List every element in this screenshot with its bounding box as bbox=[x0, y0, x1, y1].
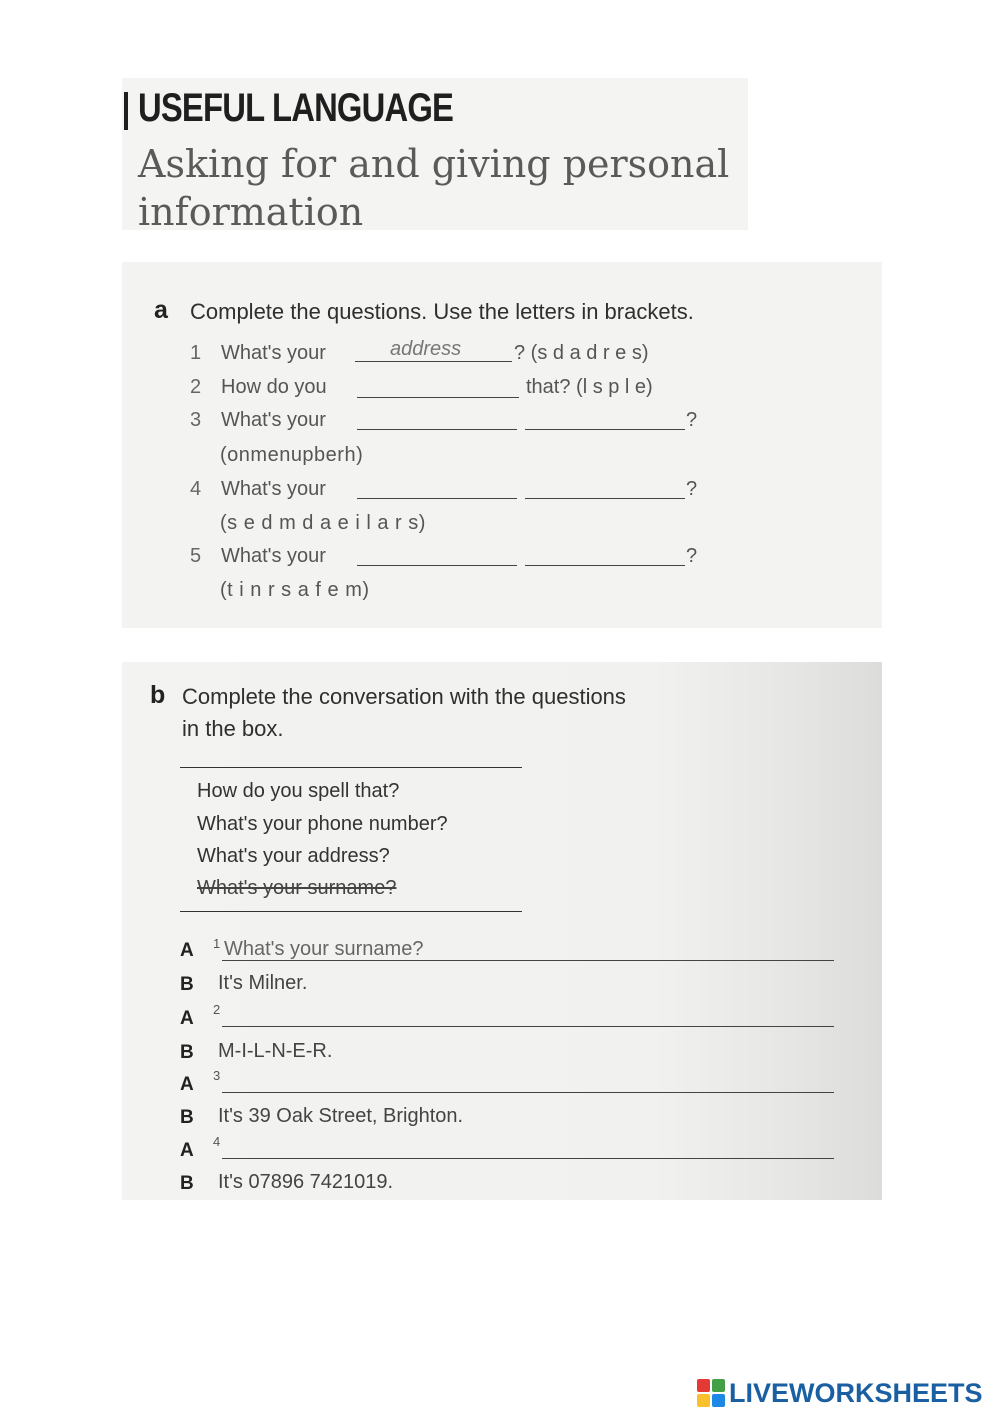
speaker-label: A bbox=[180, 1008, 194, 1029]
box-bottom-rule bbox=[180, 911, 522, 912]
question-end-mark: ? bbox=[686, 478, 698, 500]
speaker-label: A bbox=[180, 1140, 194, 1161]
speaker-label: A bbox=[180, 940, 194, 961]
question-prefix: What's your bbox=[221, 342, 326, 364]
question-number: 1 bbox=[190, 342, 202, 364]
liveworksheets-logo-icon bbox=[697, 1379, 725, 1407]
answer-blank[interactable] bbox=[525, 478, 685, 499]
question-number: 5 bbox=[190, 545, 202, 567]
question-number: 3 bbox=[190, 409, 202, 431]
section-b-instruction-line1: Complete the conversation with the questions bbox=[182, 684, 626, 709]
logo-square bbox=[712, 1394, 725, 1407]
speaker-label: A bbox=[180, 1074, 194, 1095]
answer-line[interactable] bbox=[222, 1136, 834, 1159]
logo-square bbox=[712, 1379, 725, 1392]
section-b-letter: b bbox=[150, 681, 166, 709]
logo-square bbox=[697, 1379, 710, 1392]
box-question: What's your address? bbox=[197, 845, 390, 867]
filled-answer: address bbox=[390, 338, 462, 360]
answer-blank[interactable] bbox=[357, 478, 517, 499]
box-top-rule bbox=[180, 767, 522, 768]
line-number: 4 bbox=[213, 1134, 221, 1149]
box-question: What's your phone number? bbox=[197, 813, 448, 835]
question-hint: that? (l s p l e) bbox=[526, 376, 653, 398]
question-prefix: What's your bbox=[221, 545, 326, 567]
answer-blank[interactable] bbox=[525, 409, 685, 430]
conversation-line: It's Milner. bbox=[218, 972, 308, 994]
speaker-label: B bbox=[180, 1173, 194, 1194]
question-prefix: How do you bbox=[221, 376, 327, 398]
section-a-instruction: Complete the questions. Use the letters in brackets. bbox=[190, 299, 694, 324]
speaker-label: B bbox=[180, 1107, 194, 1128]
answer-line[interactable] bbox=[222, 1070, 834, 1093]
question-number: 2 bbox=[190, 376, 202, 398]
question-hint: (s e d m d a e i l a r s) bbox=[220, 512, 426, 534]
line-number: 1 bbox=[213, 936, 221, 951]
section-a-letter: a bbox=[154, 296, 168, 324]
question-number: 4 bbox=[190, 478, 202, 500]
question-end-mark: ? bbox=[686, 409, 698, 431]
brand-name: LIVEWORKSHEETS bbox=[729, 1377, 983, 1408]
header-bar bbox=[124, 92, 128, 130]
conversation-line: It's 07896 7421019. bbox=[218, 1171, 394, 1193]
question-prefix: What's your bbox=[221, 478, 326, 500]
question-end-mark: ? bbox=[686, 545, 698, 567]
logo-square bbox=[697, 1394, 710, 1407]
line-number: 2 bbox=[213, 1002, 221, 1017]
conversation-line: M-I-L-N-E-R. bbox=[218, 1040, 333, 1062]
answer-line[interactable] bbox=[222, 1004, 834, 1027]
conversation-line: It's 39 Oak Street, Brighton. bbox=[218, 1105, 464, 1127]
line-number: 3 bbox=[213, 1068, 221, 1083]
question-hint: (t i n r s a f e m) bbox=[220, 579, 370, 601]
section-b-instruction-line2: in the box. bbox=[182, 716, 284, 741]
answer-blank[interactable] bbox=[525, 545, 685, 566]
speaker-label: B bbox=[180, 974, 194, 995]
box-question: How do you spell that? bbox=[197, 780, 400, 802]
question-hint: ? (s d a d r e s) bbox=[514, 342, 649, 364]
box-question-used: What's your surname? bbox=[197, 877, 397, 899]
filled-answer: What's your surname? bbox=[224, 938, 424, 960]
answer-blank[interactable] bbox=[357, 409, 517, 430]
page-subtitle: Asking for and giving personal information bbox=[138, 142, 730, 234]
answer-blank[interactable] bbox=[357, 545, 517, 566]
speaker-label: B bbox=[180, 1042, 194, 1063]
brand-watermark bbox=[697, 1377, 983, 1409]
question-prefix: What's your bbox=[221, 409, 326, 431]
page-title: USEFUL LANGUAGE bbox=[138, 86, 454, 130]
question-hint: (onmenupberh) bbox=[220, 444, 364, 466]
answer-blank[interactable] bbox=[357, 377, 519, 398]
